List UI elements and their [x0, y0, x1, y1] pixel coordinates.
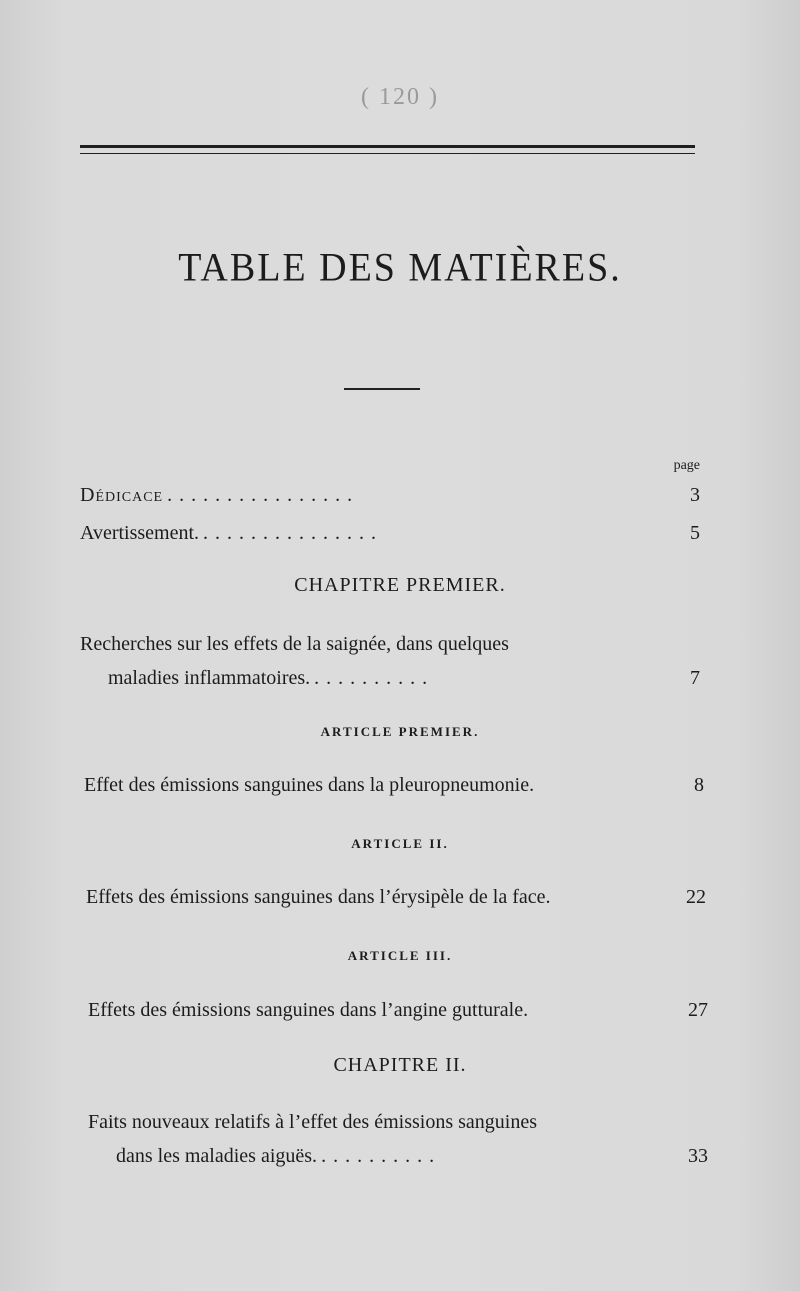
- top-rule-thin: [80, 153, 695, 154]
- entry-page: 8: [694, 774, 704, 796]
- title-divider: [344, 388, 420, 390]
- chapter-heading-1: CHAPITRE PREMIER.: [294, 574, 506, 596]
- entry-page: 33: [688, 1145, 708, 1167]
- toc-entry-angine[interactable]: [88, 993, 708, 1027]
- article-heading-3: ARTICLE III.: [347, 948, 453, 963]
- article-heading-2: ARTICLE II.: [351, 836, 449, 851]
- entry-page: 7: [690, 667, 700, 689]
- leader-dots: ...............: [203, 522, 384, 544]
- leader-dots: ................: [167, 484, 360, 506]
- toc-entry-faits[interactable]: [88, 1105, 708, 1173]
- top-rule-thick: [80, 145, 695, 148]
- entry-page: 3: [690, 484, 700, 506]
- toc-entry-dedicace[interactable]: [80, 478, 700, 512]
- entry-title: Avertissement.: [80, 522, 200, 544]
- toc-entry-pleuropneumonie[interactable]: [84, 768, 704, 802]
- page-title: TABLE DES MATIÈRES.: [178, 245, 622, 291]
- page-column-label: page: [673, 458, 700, 473]
- entry-title: Effet des émissions sanguines dans la pleuropneumonie.: [84, 774, 535, 796]
- entry-title: Dédicace: [80, 484, 164, 506]
- chapter-heading-2: CHAPITRE II.: [333, 1054, 467, 1076]
- article-heading-1: ARTICLE PREMIER.: [320, 724, 480, 739]
- entry-page: 5: [690, 522, 700, 544]
- entry-page: 22: [686, 886, 706, 908]
- entry-page: 27: [688, 999, 708, 1021]
- toc-entry-erysipele[interactable]: [86, 880, 706, 914]
- leader-dots: ..........: [314, 667, 435, 689]
- entry-title-line2: maladies inflammatoires.: [108, 667, 311, 689]
- entry-title: Effets des émissions sanguines dans l’angine gutturale.: [88, 999, 529, 1021]
- toc-entry-avertissement[interactable]: [80, 516, 700, 550]
- leader-dots: ..........: [321, 1145, 442, 1167]
- toc-entry-recherches[interactable]: [80, 627, 700, 695]
- page-number: ( 120 ): [361, 84, 439, 110]
- entry-title-line1: Faits nouveaux relatifs à l’effet des émissions sanguines: [88, 1111, 537, 1133]
- entry-title-line2: dans les maladies aiguës.: [116, 1145, 318, 1167]
- entry-title-line1: Recherches sur les effets de la saignée, dans quelques: [80, 633, 509, 655]
- entry-title: Effets des émissions sanguines dans l’érysipèle de la face.: [86, 886, 551, 908]
